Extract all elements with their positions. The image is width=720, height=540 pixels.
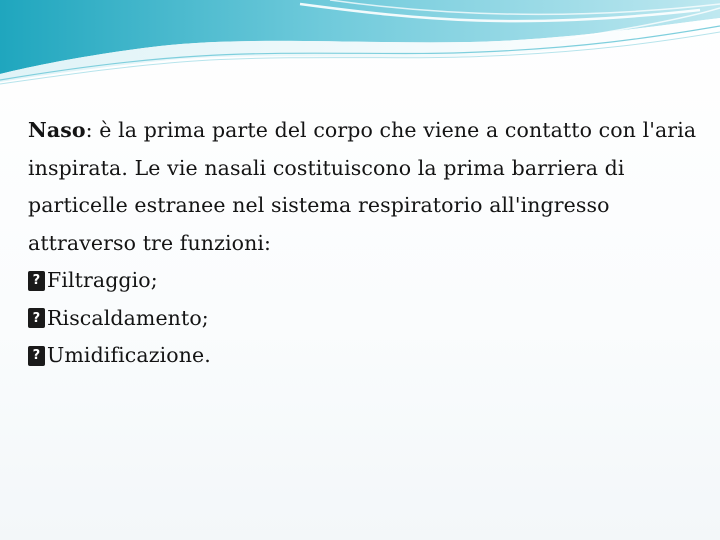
body-text xyxy=(28,112,704,375)
term-naso: Naso xyxy=(28,118,86,142)
bullet-icon: ? xyxy=(28,346,45,366)
bullet-label: Umidificazione. xyxy=(47,343,211,367)
paragraph-text: : è la prima parte del corpo che viene a contatto con l'aria inspirata. Le vie nasali costituiscono la prima barriera di particelle estranee nel sistema respiratorio all'ingresso attraverso tre funzioni: xyxy=(28,118,697,255)
intro-paragraph xyxy=(28,112,704,262)
bullet-riscaldamento xyxy=(28,300,704,338)
bullet-icon: ? xyxy=(28,308,45,328)
bullet-icon: ? xyxy=(28,271,45,291)
bullet-umidificazione xyxy=(28,337,704,375)
header-wave-decoration xyxy=(0,0,720,100)
bullet-label: Filtraggio; xyxy=(47,268,158,292)
bullet-filtraggio xyxy=(28,262,704,300)
bullet-label: Riscaldamento; xyxy=(47,305,209,330)
